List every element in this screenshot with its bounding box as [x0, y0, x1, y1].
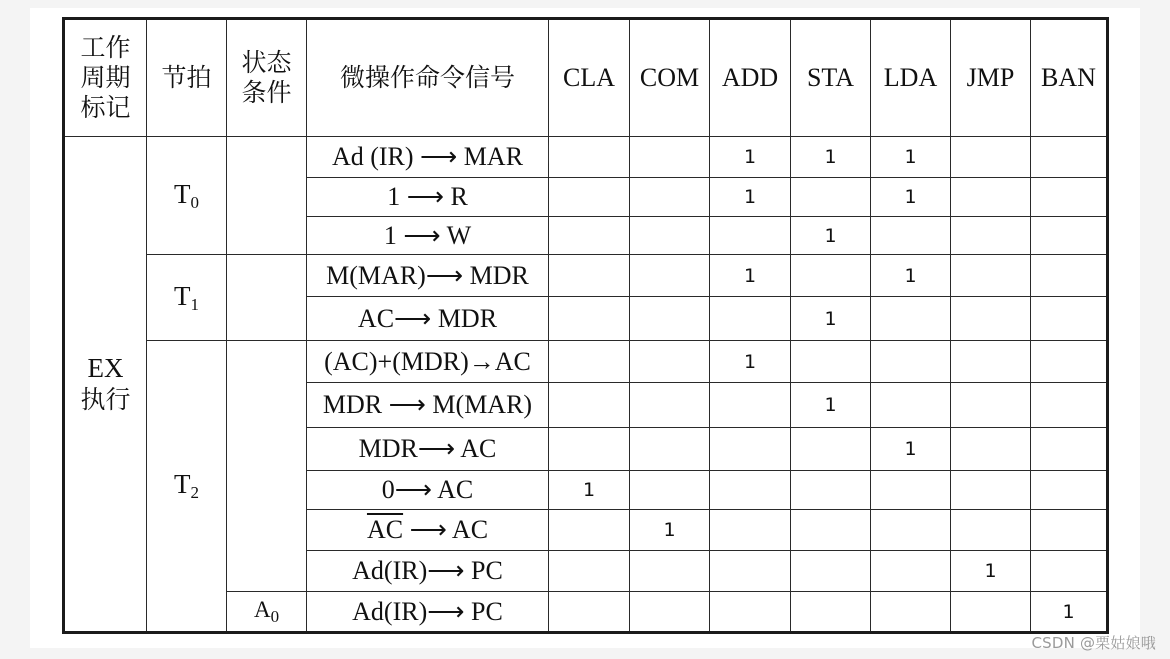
micro-op-cell: Ad(IR)⟶ PC [307, 551, 549, 592]
header-ban: BAN [1031, 19, 1108, 137]
header-lda: LDA [871, 19, 951, 137]
micro-op-cell: AC⟶ MDR [307, 297, 549, 341]
beat-t2: $T_2$ [147, 341, 227, 633]
mark-cell [951, 217, 1031, 255]
mark-cell [630, 471, 710, 510]
micro-op-cell: Ad(IR)⟶ PC [307, 592, 549, 633]
mark-cell [549, 217, 630, 255]
mark-cell [951, 383, 1031, 428]
mark-cell: 1 [710, 341, 791, 383]
mark-cell: 1 [871, 255, 951, 297]
mark-cell [710, 383, 791, 428]
mark-cell [951, 178, 1031, 217]
header-com: COM [630, 19, 710, 137]
header-add: ADD [710, 19, 791, 137]
micro-op-cell: (AC)+(MDR)→AC [307, 341, 549, 383]
mark-cell [710, 551, 791, 592]
mark-cell [1031, 255, 1108, 297]
mark-cell: 1 [710, 137, 791, 178]
beat-t0: $T_0$ [147, 137, 227, 255]
mark-cell [630, 137, 710, 178]
mark-cell: 1 [710, 178, 791, 217]
micro-operation-table [62, 17, 1109, 634]
mark-cell: 1 [951, 551, 1031, 592]
header-cla: CLA [549, 19, 630, 137]
mark-cell [791, 471, 871, 510]
mark-cell [710, 510, 791, 551]
mark-cell [549, 510, 630, 551]
mark-cell [791, 428, 871, 471]
mark-cell [871, 592, 951, 633]
mark-cell [871, 471, 951, 510]
scan-smudge [555, 147, 577, 159]
header-row [64, 19, 1108, 137]
mark-cell: 1 [791, 137, 871, 178]
mark-cell [549, 592, 630, 633]
mark-cell [1031, 383, 1108, 428]
table-row [64, 255, 1108, 297]
mark-cell [951, 297, 1031, 341]
mark-cell [1031, 217, 1108, 255]
mark-cell [549, 297, 630, 341]
mark-cell [710, 592, 791, 633]
mark-cell [871, 510, 951, 551]
micro-op-cell: $\overline{AC}$ ⟶ AC [307, 510, 549, 551]
table-row [64, 341, 1108, 383]
table-row [64, 137, 1108, 178]
mark-cell [1031, 178, 1108, 217]
mark-cell [710, 428, 791, 471]
mark-cell [1031, 551, 1108, 592]
mark-cell [951, 137, 1031, 178]
micro-op-cell: 1 ⟶ R [307, 178, 549, 217]
mark-cell [549, 428, 630, 471]
mark-cell [871, 217, 951, 255]
mark-cell [630, 428, 710, 471]
mark-cell [549, 255, 630, 297]
mark-cell: 1 [791, 217, 871, 255]
header-jmp: JMP [951, 19, 1031, 137]
mark-cell [791, 341, 871, 383]
condition-a0: $A_0$ [227, 592, 307, 633]
mark-cell [871, 297, 951, 341]
mark-cell: 1 [630, 510, 710, 551]
mark-cell [871, 551, 951, 592]
mark-cell [1031, 471, 1108, 510]
mark-cell [1031, 297, 1108, 341]
mark-cell: 1 [791, 297, 871, 341]
mark-cell [549, 341, 630, 383]
micro-op-cell: 1 ⟶ W [307, 217, 549, 255]
mark-cell [630, 217, 710, 255]
mark-cell: 1 [871, 137, 951, 178]
mark-cell [630, 592, 710, 633]
mark-cell [630, 383, 710, 428]
phase-label-en: EX [87, 353, 124, 383]
mark-cell [951, 592, 1031, 633]
header-condition: 状态 条件 [227, 19, 307, 137]
mark-cell [791, 551, 871, 592]
condition-empty-t2 [227, 341, 307, 592]
header-sta: STA [791, 19, 871, 137]
mark-cell [710, 297, 791, 341]
mark-cell: 1 [871, 428, 951, 471]
mark-cell [549, 383, 630, 428]
mark-cell [791, 592, 871, 633]
condition-empty-t1 [227, 255, 307, 341]
mark-cell [1031, 428, 1108, 471]
mark-cell [710, 217, 791, 255]
mark-cell [951, 471, 1031, 510]
mark-cell [791, 255, 871, 297]
mark-cell [630, 297, 710, 341]
mark-cell [630, 551, 710, 592]
mark-cell [549, 551, 630, 592]
micro-op-cell: MDR⟶ AC [307, 428, 549, 471]
condition-empty-t0 [227, 137, 307, 255]
mark-cell [1031, 341, 1108, 383]
micro-op-cell: M(MAR)⟶ MDR [307, 255, 549, 297]
watermark: CSDN @栗姑娘哦 [1031, 634, 1156, 652]
header-beat: 节拍 [147, 19, 227, 137]
phase-label-cn: 执行 [80, 385, 131, 414]
mark-cell [951, 255, 1031, 297]
header-cycle-mark: 工作 周期 标记 [64, 19, 147, 137]
mark-cell [951, 510, 1031, 551]
mark-cell [791, 178, 871, 217]
mark-cell [630, 178, 710, 217]
mark-cell [1031, 510, 1108, 551]
mark-cell [630, 341, 710, 383]
mark-cell [871, 341, 951, 383]
mark-cell: 1 [791, 383, 871, 428]
mark-cell [1031, 137, 1108, 178]
mark-cell [871, 383, 951, 428]
mark-cell [951, 341, 1031, 383]
micro-op-cell: MDR ⟶ M(MAR) [307, 383, 549, 428]
mark-cell: 1 [871, 178, 951, 217]
mark-cell [630, 255, 710, 297]
beat-t1: $T_1$ [147, 255, 227, 341]
mark-cell: 1 [710, 255, 791, 297]
phase-cell [64, 137, 147, 633]
overline-ac: $\overline{AC}$ [366, 515, 404, 544]
mark-cell [791, 510, 871, 551]
mark-cell [549, 178, 630, 217]
mark-cell: 1 [1031, 592, 1108, 633]
micro-op-cell: Ad (IR) ⟶ MAR [307, 137, 549, 178]
mark-cell: 1 [549, 471, 630, 510]
mark-cell [710, 471, 791, 510]
header-micro-op: 微操作命令信号 [307, 19, 549, 137]
mark-cell [951, 428, 1031, 471]
micro-op-cell: 0⟶ AC [307, 471, 549, 510]
